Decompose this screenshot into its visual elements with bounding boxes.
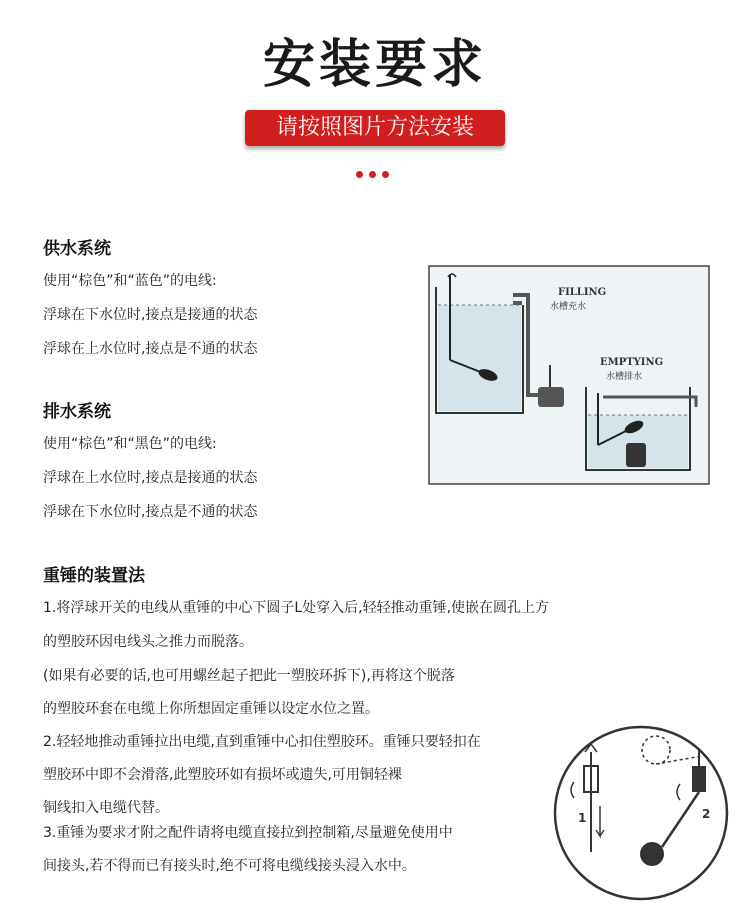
drain-line: 浮球在上水位时,接点是接通的状态 [43, 470, 258, 486]
supply-line: 浮球在下水位时,接点是接通的状态 [43, 307, 258, 323]
drain-line: 浮球在下水位时,接点是不通的状态 [43, 504, 258, 520]
hammer-line: 的塑胶环因电线头之推力而脱落。 [43, 634, 253, 650]
drain-heading: 排水系统 [43, 402, 111, 422]
hammer-line: 2.轻轻地推动重锤拉出电缆,直到重锤中心扣住塑胶环。重锤只要轻扣在 [43, 734, 481, 750]
emptying-cn-label: 水槽排水 [606, 372, 643, 382]
hammer-line: 1.将浮球开关的电线从重锤的中心下圆子L处穿入后,轻轻推动重锤,使嵌在圆孔上方 [43, 600, 550, 616]
drain-line: 使用“棕色”和“黑色”的电线: [43, 436, 217, 452]
hammer-line: 间接头,若不得而已有接头时,绝不可将电缆线接头浸入水中。 [43, 858, 416, 874]
decorative-dots [356, 163, 396, 171]
hammer-diagram [552, 722, 730, 904]
emptying-label: EMPTYING [600, 357, 664, 368]
step-1-label: 1 [578, 811, 587, 825]
hammer-line: 3.重锤为要求才附之配件请将电缆直接拉到控制箱,尽量避免使用中 [43, 825, 453, 841]
supply-heading: 供水系统 [43, 239, 111, 259]
supply-line: 浮球在上水位时,接点是不通的状态 [43, 341, 258, 357]
hammer-line: 的塑胶环套在电缆上你所想固定重锤以设定水位之置。 [43, 701, 379, 717]
page-title: 安装要求 [262, 35, 487, 95]
tank-diagram [428, 265, 710, 485]
hammer-line: 塑胶环中即不会滑落,此塑胶环如有损坏或遗失,可用铜轻裸 [43, 767, 402, 783]
filling-label: FILLING [558, 287, 607, 298]
hammer-line: 铜线扣入电缆代替。 [43, 800, 169, 816]
hammer-heading: 重锤的装置法 [43, 566, 145, 586]
filling-cn-label: 水槽充水 [550, 302, 587, 312]
install-banner: 请按照图片方法安装 [245, 110, 505, 146]
step-2-label: 2 [702, 807, 711, 821]
supply-line: 使用“棕色”和“蓝色”的电线: [43, 273, 217, 289]
hammer-line: (如果有必要的话,也可用螺丝起子把此一塑胶环拆下),再将这个脱落 [43, 668, 455, 684]
